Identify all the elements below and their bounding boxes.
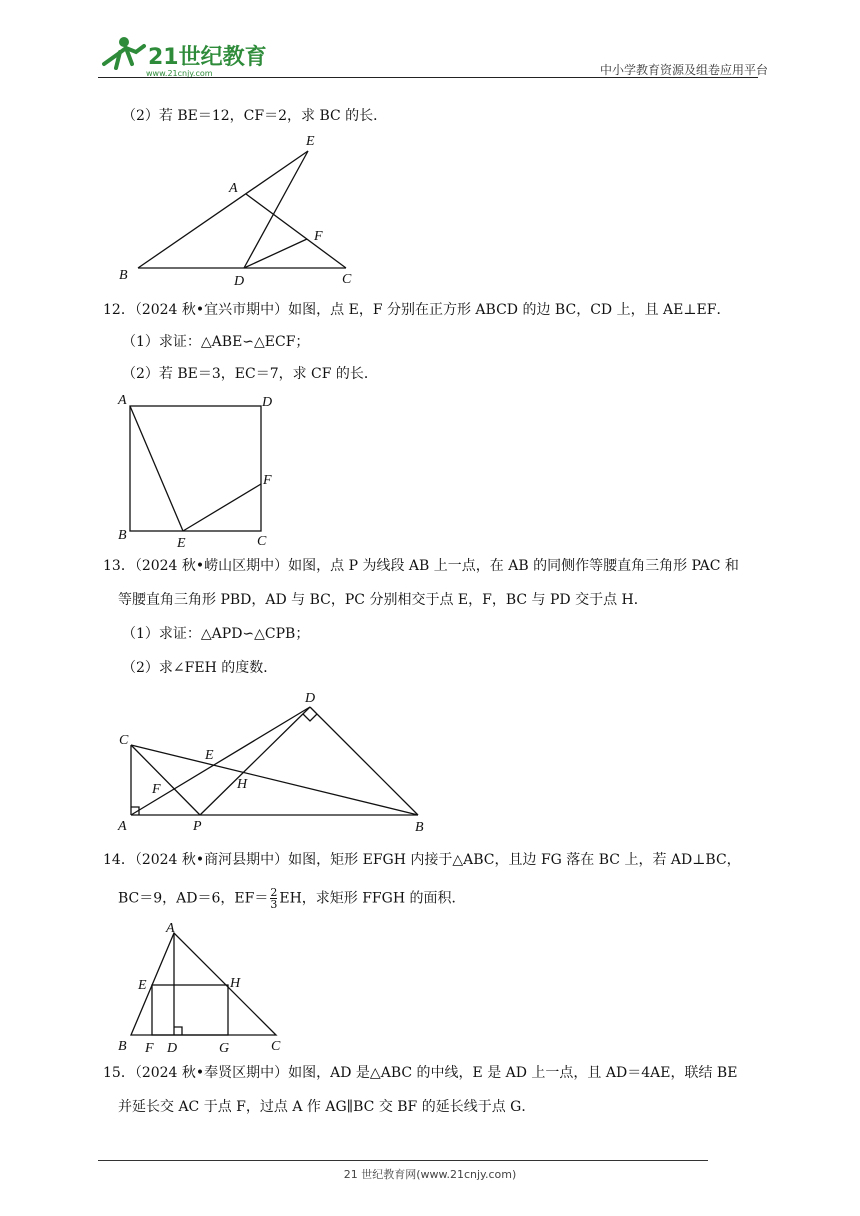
- logo-subtext: www.21cnjy.com: [146, 69, 213, 78]
- brand-text: 中小学教育资源及组卷应用平台: [600, 63, 769, 77]
- label-F: F: [314, 229, 323, 244]
- q14-stem-line1: 14．（2024 秋•商河县期中）如图，矩形 EFGH 内接于△ABC，且边 FG 落在 BC 上，若 AD⊥BC，: [103, 852, 741, 868]
- frac-denominator: 3: [270, 898, 278, 911]
- q13-part2: （2）求∠FEH 的度数．: [122, 660, 278, 676]
- label-C: C: [257, 534, 267, 549]
- footer-divider: [98, 1160, 708, 1161]
- label-D: D: [305, 691, 316, 706]
- q11-part2: （2）若 BE＝12，CF＝2，求 BC 的长．: [122, 108, 388, 124]
- logo-text: 21世纪教育: [148, 45, 266, 70]
- label-C: C: [119, 733, 129, 748]
- q12-part2: （2）若 BE＝3，EC＝7，求 CF 的长．: [122, 366, 378, 382]
- label-B: B: [119, 268, 128, 283]
- label-G: G: [219, 1041, 230, 1056]
- label-B: B: [118, 1039, 127, 1054]
- q13-part1: （1）求证：△APD∽△CPB；: [122, 626, 310, 642]
- label-A: A: [118, 819, 127, 834]
- q14-stem-line2-a: BC＝9，AD＝6，EF＝: [118, 890, 269, 907]
- label-E: E: [205, 748, 214, 763]
- q13-stem-line1: 13．（2024 秋•崂山区期中）如图，点 P 为线段 AB 上一点，在 AB 的同侧作等腰直角三角形 PAC 和: [103, 558, 739, 574]
- frac-numerator: 2: [270, 886, 278, 899]
- label-F: F: [152, 782, 161, 797]
- label-F: F: [145, 1041, 154, 1056]
- label-D: D: [167, 1041, 178, 1056]
- label-E: E: [177, 536, 186, 551]
- label-F: F: [263, 473, 272, 488]
- label-A: A: [166, 921, 175, 936]
- label-H: H: [230, 976, 241, 991]
- label-H: H: [237, 777, 248, 792]
- rectangle-EFGH: [152, 985, 228, 1035]
- label-E: E: [138, 978, 147, 993]
- label-D: D: [234, 274, 245, 289]
- footer-text: 21 世纪教育网(www.21cnjy.com): [343, 1168, 517, 1181]
- q15-stem-line1: 15．（2024 秋•奉贤区期中）如图，AD 是△ABC 的中线，E 是 AD 上一点，且 AD＝4AE，联结 BE: [103, 1065, 738, 1081]
- q12-stem: 12．（2024 秋•宜兴市期中）如图，点 E，F 分别在正方形 ABCD 的边 BC，CD 上，且 AE⊥EF．: [103, 302, 731, 318]
- label-P: P: [193, 819, 202, 834]
- label-C: C: [271, 1039, 281, 1054]
- label-C: C: [342, 272, 352, 287]
- label-B: B: [415, 820, 424, 835]
- right-angle-D: [174, 1027, 182, 1035]
- label-A: A: [229, 181, 238, 196]
- label-A: A: [118, 393, 127, 408]
- q12-part1: （1）求证：△ABE∽△ECF；: [122, 334, 310, 350]
- q15-stem-line2: 并延长交 AC 于点 F，过点 A 作 AG∥BC 交 BF 的延长线于点 G．: [118, 1099, 536, 1115]
- label-E: E: [306, 134, 315, 149]
- triangle-ABC: [131, 933, 276, 1035]
- label-B: B: [118, 528, 127, 543]
- label-D: D: [262, 395, 273, 410]
- q13-stem-line2: 等腰直角三角形 PBD，AD 与 BC，PC 分别相交于点 E，F，BC 与 PD 交于点 H．: [118, 592, 648, 608]
- q14-stem-line2-b: EH，求矩形 FFGH 的面积．: [279, 890, 466, 907]
